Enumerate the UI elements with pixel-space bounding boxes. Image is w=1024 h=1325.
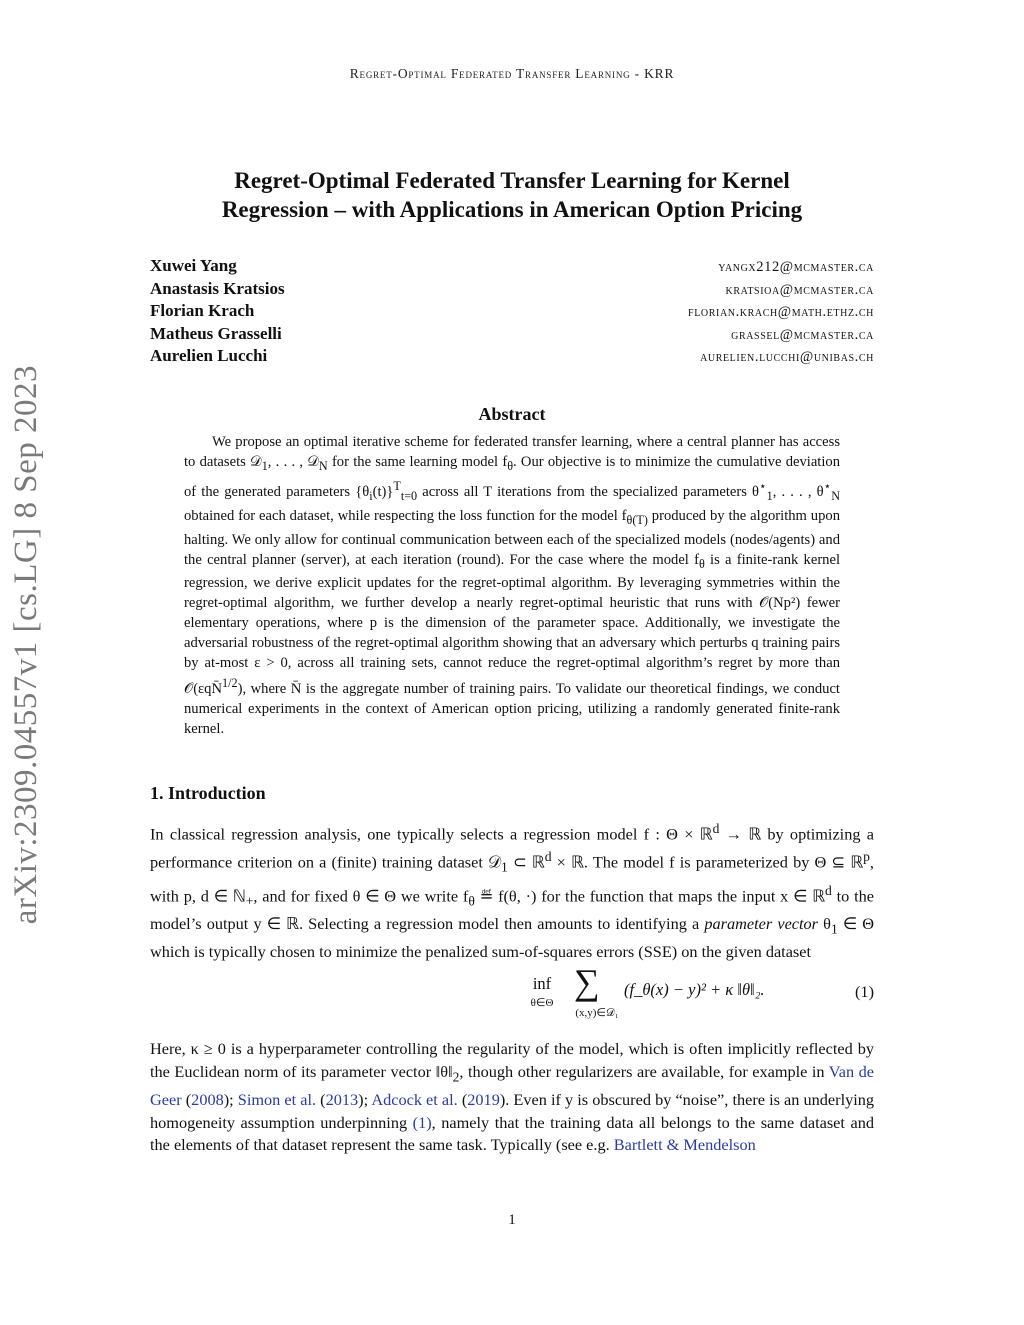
citation-year-link[interactable]: 2019 <box>467 1089 500 1109</box>
equation-number: (1) <box>855 982 874 1001</box>
author-email[interactable]: yangx212@mcmaster.ca <box>718 259 874 275</box>
author-row <box>150 324 874 347</box>
intro-paragraph-1: In classical regression analysis, one typically selects a regression model f : Θ × ℝ$^d$ → ℝ by optimizing a performance criterion on a (finite) training dataset 𝒟$_1$ ⊂ ℝ$^d$ × ℝ. The model f is parameterized by Θ ⊆ ℝ$^p$, with p, d ∈ ℕ$_+$, and for fixed θ ∈ Θ we write $f_\theta$ ≝ f(θ, ·) for the function that maps the input x ∈ ℝ$^d$ to the model’s output y ∈ ℝ. Selecting a regression model then amounts to identifying a parameter vector $\theta_1$ ∈ Θ which is typically chosen to minimize the penalized sum-of-squares errors (SSE) on the given dataset <box>150 821 875 962</box>
sum-subscript: (x,y)∈𝒟₁ <box>575 1007 619 1019</box>
abstract-fragment: produced by the algorithm upon halting. We only allow for continual communication between each of the specialized models (nodes/agents) and the central planner (server), at each iteration (round). For the case where the model f <box>184 507 840 568</box>
citation-year-link[interactable]: 2008 <box>191 1089 224 1109</box>
author-row <box>150 346 874 369</box>
author-list <box>150 256 874 369</box>
author-email[interactable]: kratsioa@mcmaster.ca <box>725 281 874 298</box>
citation-year-link[interactable]: 2013 <box>325 1089 359 1109</box>
text-fragment: to the model’s output y ∈ ℝ. Selecting a regression model then amounts to identifying a <box>150 886 874 934</box>
text-fragment: θ <box>818 914 831 934</box>
text-fragment: → ℝ by optimizing a performance criterion on a (finite) training dataset 𝒟 <box>150 824 874 872</box>
section-heading: 1. Introduction <box>150 783 266 803</box>
text-fragment: ( <box>181 1089 192 1109</box>
text-fragment: ⊂ ℝ <box>507 852 545 872</box>
equation-reference-link[interactable]: (1) <box>412 1112 432 1132</box>
abstract-fragment: . Our objective is to minimize the cumulative deviation of the generated parameters {θ <box>184 454 841 500</box>
title-line-1: Regret-Optimal Federated Transfer Learning for Kernel <box>234 168 790 193</box>
inf-subscript: θ∈Θ <box>530 997 554 1009</box>
text-fragment: , and for fixed θ ∈ Θ we write f <box>253 886 469 906</box>
abstract-fragment: , . . . , θ <box>772 483 824 500</box>
author-row <box>150 301 874 324</box>
author-name: Matheus Grasselli <box>150 323 282 343</box>
author-email[interactable]: aurelien.lucchi@unibas.ch <box>700 349 874 365</box>
paper-title <box>130 166 894 224</box>
text-fragment: ≝ f(θ, ·) for the function that maps the input x ∈ ℝ <box>474 886 826 906</box>
abstract-heading: Abstract <box>478 404 546 424</box>
equation-expression: (f_θ(x) − y)² + κ ‖θ‖₂. <box>624 980 765 999</box>
abstract-fragment: is a finite-rank kernel regression, we derive explicit updates for the regret-optimal algorithm. By leveraging symmetries within the regret-optimal algorithm, we further develop a nearly regret-optimal heuristic that runs with 𝒪(Np²) fewer elementary operations, where p is the dimension of the parameter space. Additionally, we investigate the adversarial robustness of the regret-optimal algorithm showing that an adversary which perturbs q training pairs by at-most ε > 0, across all training sets, cannot reduce the regret-optimal algorithm’s regret by more than 𝒪(εqN̄ <box>184 551 841 698</box>
abstract-text: We propose an optimal iterative scheme for federated transfer learning, where a central planner has access to datasets 𝒟$_1$, . . . , 𝒟$_N$ for the same learning model $f_\theta$. Our objective is to minimize the cumulative deviation of the generated parameters $\{\theta_i(t)\}^T_{t=0}$ across all T iterations from the specialized parameters $\theta^⋆_1$, . . . , $\theta^⋆_N$ obtained for each dataset, while respecting the loss function for the model $f_{\theta(T)}$ produced by the algorithm upon halting. We only allow for continual communication between each of the specialized models (nodes/agents) and the central planner (server), at each iteration (round). For the case where the model $f_\theta$ is a finite-rank kernel regression, we derive explicit updates for the regret-optimal algorithm. By leveraging symmetries within the regret-optimal algorithm, we further develop a nearly regret-optimal heuristic that runs with 𝒪(Np²) fewer elementary operations, where p is the dimension of the parameter space. Additionally, we investigate the adversarial robustness of the regret-optimal algorithm showing that an adversary which perturbs q training pairs by at-most ε > 0, across all training sets, cannot reduce the regret-optimal algorithm’s regret by more than 𝒪(εqN̄$^{1/2}$), where N̄ is the aggregate number of training pairs. To validate our theoretical findings, we conduct numerical experiments in the context of American option pricing, utilizing a randomly generated finite-rank kernel. <box>184 434 841 738</box>
text-fragment: ∈ Θ which is typically chosen to minimize the penalized sum-of-squares errors (SSE) on the given dataset <box>150 914 875 962</box>
text-fragment: × ℝ. The model f is parameterized by Θ ⊆ ℝ <box>551 852 864 872</box>
abstract-fragment: ), where N̄ is the aggregate number of training pairs. To validate our theoretical findings, we conduct numerical experiments in the context of American option pricing, utilizing a randomly generated finite-rank kernel. <box>184 681 840 738</box>
text-fragment: In classical regression analysis, one typically selects a regression model f : Θ × ℝ <box>150 824 713 844</box>
abstract-fragment: across all T iterations from the specialized parameters θ <box>417 483 760 500</box>
equation-1 <box>150 962 874 1026</box>
abstract-fragment: for the same learning model f <box>327 454 508 470</box>
abstract-fragment: , . . . , 𝒟 <box>267 454 319 470</box>
author-email[interactable]: florian.krach@math.ethz.ch <box>688 304 874 320</box>
abstract-fragment: obtained for each dataset, while respecting the loss function for the model f <box>184 507 627 524</box>
text-fragment: , namely that the training data all belongs to the same dataset and the elements of that dataset represent the same task. Typically (see e.g. <box>150 1112 874 1155</box>
citation-link[interactable]: Van de Geer <box>150 1061 874 1109</box>
citation-link[interactable]: Adcock et al. <box>371 1089 458 1109</box>
arxiv-stamp <box>8 365 60 935</box>
text-fragment: , with p, d ∈ ℕ <box>150 852 874 906</box>
author-row <box>150 279 874 302</box>
author-name: Anastasis Kratsios <box>150 278 285 298</box>
sum-symbol: ∑ <box>574 962 600 1002</box>
author-row <box>150 256 874 279</box>
author-name: Xuwei Yang <box>150 256 237 275</box>
abstract-fragment: (t)} <box>372 483 394 500</box>
arxiv-stamp-text: arXiv:2309.04557v1 [cs.LG] 8 Sep 2023 <box>8 365 44 925</box>
text-fragment: ); <box>223 1089 238 1109</box>
text-fragment: ); <box>358 1089 372 1109</box>
emphasis-text: parameter vector <box>704 914 819 934</box>
author-name: Aurelien Lucchi <box>150 346 268 365</box>
inf-operator: inf <box>532 974 552 993</box>
title-line-2: Regression – with Applications in American Option Pricing <box>221 197 803 222</box>
text-fragment: Here, κ ≥ 0 is a hyperparameter controlling the regularity of the model, which is often implicitly reflected by the Euclidean norm of its parameter vector ‖θ‖ <box>150 1039 874 1081</box>
text-fragment: , though other regularizers are available, for example in <box>459 1061 829 1081</box>
author-name: Florian Krach <box>150 301 255 320</box>
abstract-fragment: We propose an optimal iterative scheme for federated transfer learning, where a central planner has access to datasets 𝒟 <box>184 434 840 470</box>
intro-paragraph-2: Here, κ ≥ 0 is a hyperparameter controlling the regularity of the model, which is often implicitly reflected by the Euclidean norm of its parameter vector $‖\theta‖_2$, though other regularizers are available, for example in Van de Geer (2008); Simon et al. (2013); Adcock et al. (2019). Even if y is obscured by “noise”, there is an underlying homogeneity assumption underpinning (1), namely that the training data all belongs to the same dataset and the elements of that dataset represent the same task. Typically (see e.g. Bartlett & Mendelson <box>150 1039 875 1155</box>
text-fragment: ). Even if y is obscured by “noise”, there is an underlying homogeneity assumption underpinning <box>150 1089 875 1132</box>
citation-link[interactable]: Simon et al. <box>237 1089 317 1109</box>
citation-link[interactable]: Bartlett & Mendelson <box>613 1135 756 1155</box>
text-fragment: ( <box>457 1089 468 1109</box>
running-head: Regret-Optimal Federated Transfer Learning - KRR <box>349 66 675 81</box>
author-email[interactable]: grassel@mcmaster.ca <box>731 326 874 343</box>
text-fragment: ( <box>316 1089 326 1109</box>
page-number: 1 <box>508 1212 516 1228</box>
